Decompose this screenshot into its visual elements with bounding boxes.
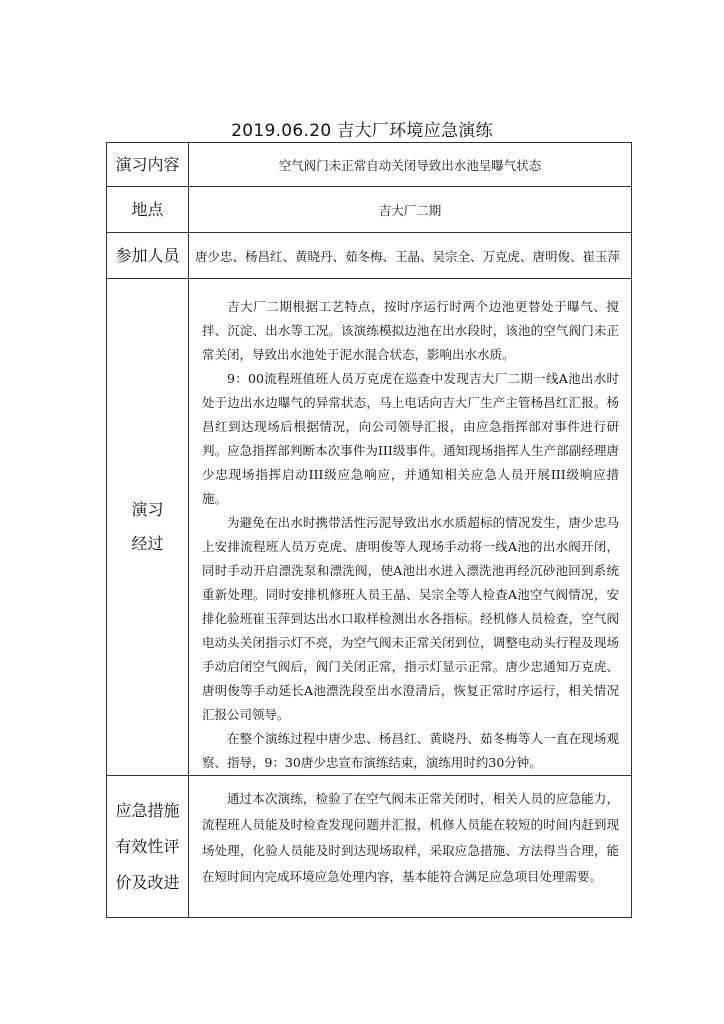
value-process — [189, 279, 632, 776]
row-evaluation — [107, 776, 632, 918]
evaluation-text: 通过本次演练，检验了在空气阀未正常关闭时，相关人员的应急能力，流程班人员能及时检查发现问题并汇报，机修人员能在较短的时间内赶到现场处理，化验人员能及时到达现场取样，采取应急措施、方法得当合理，能在短时间内完成环境应急处理内容，基本能符合满足应急项目处理需要。 — [202, 791, 619, 884]
label-evaluation-line3: 价及改进 — [115, 872, 180, 892]
label-process-line1: 演习 — [131, 500, 164, 519]
value-location: 吉大厂二期 — [189, 187, 632, 233]
value-evaluation — [189, 776, 632, 918]
label-evaluation-line1: 应急措施 — [115, 800, 180, 820]
drill-record-table — [106, 142, 632, 918]
label-process-line2: 经过 — [131, 534, 164, 553]
label-evaluation-line2: 有效性评 — [115, 836, 180, 856]
label-evaluation — [107, 776, 189, 918]
process-paragraph-1: 吉大厂二期根据工艺特点，按时序运行时两个边池更替处于曝气、搅拌、沉淀、出水等工况。该演练模拟边池在出水段时，该池的空气阀门未正常关闭，导致出水池处于泥水混合状态，影响出水水质。 — [202, 299, 619, 362]
process-paragraph-2: 9：00流程班值班人员万克虎在巡查中发现吉大厂二期一线A池出水时处于边出水边曝气的异常状态，马上电话向吉大厂生产主管杨昌红汇报。杨昌红到达现场后根据情况，向公司领导汇报，由应急指挥部对事件进行研判。应急指挥部判断本次事件为III级事件。通知现场指挥人生产部副经理唐少忠现场指挥启动III级应急响应，并通知相关应急人员开展III级响应措施。 — [202, 371, 619, 506]
label-location: 地点 — [107, 187, 189, 233]
value-drill-content: 空气阀门未正常自动关闭导致出水池呈曝气状态 — [189, 143, 632, 187]
row-location — [107, 187, 632, 233]
label-drill-content: 演习内容 — [107, 143, 189, 187]
process-paragraph-3: 为避免在出水时携带活性污泥导致出水水质超标的情况发生，唐少忠马上安排流程班人员万克虎、唐明俊等人现场手动将一线A池的出水阀开闭，同时手动开启漂洗泵和漂洗阀，使A池出水进入漂洗池再经沉砂池回到系统重新处理。同时安排机修班人员王晶、吴宗全等人检查A池空气阀情况，安排化验班崔玉萍到达出水口取样检测出水各指标。经机修人员检查，空气阀电动头关闭指示灯不亮，为空气阀未正常关闭到位，调整电动头行程及现场手动启闭空气阀后，阀门关闭正常，指示灯显示正常。唐少忠通知万克虎、唐明俊等手动延长A池漂洗段至出水澄清后，恢复正常时序运行，相关情况汇报公司领导。 — [202, 515, 619, 722]
value-participants: 唐少忠、杨昌红、黄晓丹、茹冬梅、王晶、吴宗全、万克虎、唐明俊、崔玉萍 — [189, 233, 632, 279]
row-drill-content — [107, 143, 632, 187]
label-process — [107, 279, 189, 776]
process-paragraph-4: 在整个演练过程中唐少忠、杨昌红、黄晓丹、茹冬梅等人一直在现场观察、指导，9：30唐少忠宣布演练结束，演练用时约30分钟。 — [202, 731, 619, 770]
row-process — [107, 279, 632, 776]
label-participants: 参加人员 — [107, 233, 189, 279]
document-title: 2019.06.20 吉大厂环境应急演练 — [231, 121, 493, 141]
row-participants — [107, 233, 632, 279]
